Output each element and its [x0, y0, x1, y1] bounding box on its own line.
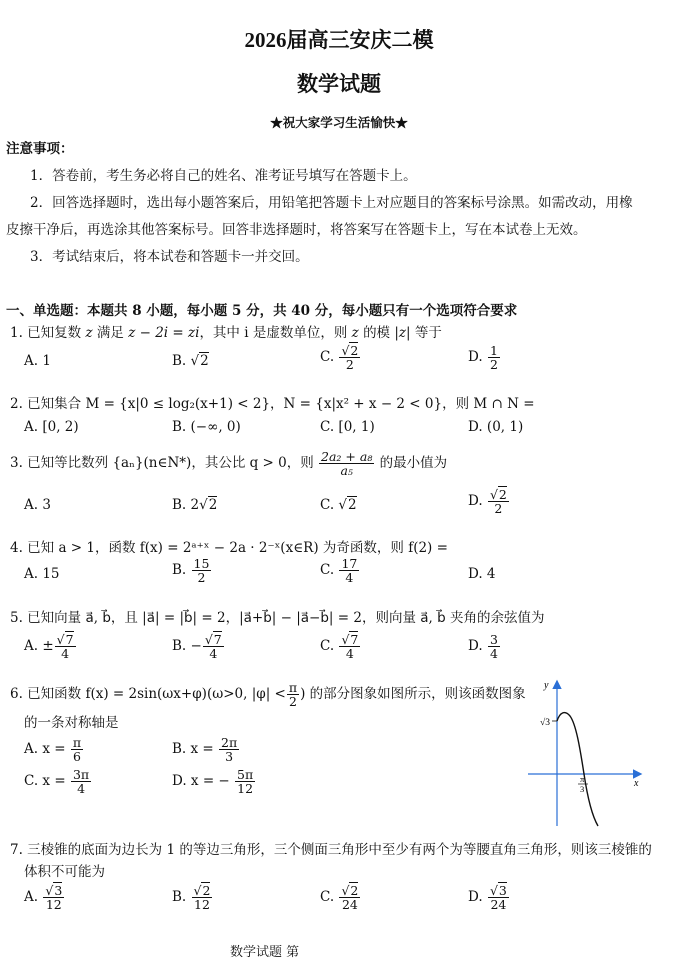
question-5-option-d[interactable]: D. $\frac{3}{4}$: [468, 632, 498, 662]
question-6-graph: [524, 676, 654, 828]
question-5-option-b[interactable]: B. − $\frac{√7}{4}$: [172, 632, 222, 662]
question-6-option-a[interactable]: A. x = $\frac{\pi}{6}$: [24, 735, 82, 765]
question-7-option-b[interactable]: B. $\frac{√2}{12}$: [172, 883, 211, 913]
question-2-option-a[interactable]: A. [0, 2): [24, 419, 79, 435]
notice-item-2-line-1: 2．回答选择题时，选出每小题答案后，用铅笔把答题卡上对应题目的答案标号涂黑。如需改动，用橡: [30, 195, 633, 211]
question-3-option-b[interactable]: B. 2√2: [172, 497, 218, 513]
question-2-option-d[interactable]: D. (0, 1): [468, 419, 524, 435]
question-3-stem: 3. 已知等比数列 {aₙ}(n∈N*)，其公比 q > 0，则 $\frac{\text{2a₂ + a₈}}{\text{a₅}}$ 的最小值为: [10, 449, 448, 479]
question-2-option-c[interactable]: C. [0, 1): [320, 419, 375, 435]
page-footer: 数学试题 第: [230, 945, 300, 960]
question-3-option-d[interactable]: D. $\frac{√2}{2}$: [468, 487, 507, 517]
question-6-stem: 6. 已知函数 f(x) = 2sin(ωx+φ)(ω>0, |φ| < $\frac{\pi}{2}$ ) 的部分图象如图所示，则该函数图象: [10, 680, 526, 710]
question-1-option-b[interactable]: B. √2: [172, 353, 209, 369]
notice-item-1: 1．答卷前，考生务必将自己的姓名、准考证号填写在答题卡上。: [30, 168, 417, 184]
question-5-option-a[interactable]: A. ± $\frac{√7}{4}$: [24, 632, 74, 662]
x-axis-label: x: [634, 778, 639, 789]
question-6-option-d[interactable]: D. x = − $\frac{5\pi}{12}$: [172, 767, 254, 797]
question-5-option-c[interactable]: C. $\frac{√7}{4}$: [320, 632, 359, 662]
question-1-option-c[interactable]: C. $\frac{√2}{2}$: [320, 343, 359, 373]
question-3-option-c[interactable]: C. √2: [320, 497, 357, 513]
notice-item-2-line-2: 皮擦干净后，再选涂其他答案标号。回答非选择题时，将答案写在答题卡上，写在本试卷上无效。: [6, 222, 587, 238]
notice-item-3: 3．考试结束后，将本试卷和答题卡一并交回。: [30, 249, 309, 265]
question-4-option-a[interactable]: A. 15: [24, 566, 60, 582]
question-3-option-a[interactable]: A. 3: [24, 497, 51, 513]
question-1-option-a[interactable]: A. 1: [24, 353, 51, 369]
question-1-option-d[interactable]: D. $\frac{1}{2}$: [468, 343, 498, 373]
question-4-option-c[interactable]: C. $\frac{17}{4}$: [320, 556, 358, 586]
question-5-stem: 5. 已知向量 a⃗, b⃗，且 |a⃗| = |b⃗| = 2，|a⃗+b⃗| − |a⃗−b⃗| = 2，则向量 a⃗, b⃗ 夹角的余弦值为: [10, 610, 545, 626]
question-4-stem: 4. 已知 a > 1，函数 f(x) = 2ᵃ⁺ˣ − 2a · 2⁻ˣ(x∈R) 为奇函数，则 f(2) =: [10, 540, 448, 556]
question-1-stem: 1. 已知复数 z 满足 z − 2i = zi，其中 i 是虚数单位，则 z 的模 |z| 等于: [10, 325, 442, 341]
x-tick-numerator: π: [580, 774, 585, 784]
question-6-stem-line-2: 的一条对称轴是: [24, 715, 119, 731]
question-7-option-d[interactable]: D. $\frac{√3}{24}$: [468, 883, 507, 913]
question-7-option-c[interactable]: C. $\frac{√2}{24}$: [320, 883, 359, 913]
sine-curve: [557, 713, 598, 826]
exam-title: 2026届高三安庆二模: [244, 28, 434, 52]
y-axis-label: y: [544, 680, 549, 691]
x-tick-denominator: 3: [580, 784, 585, 794]
y-tick-label: √3: [540, 718, 550, 728]
exam-subtitle: 数学试题: [297, 72, 381, 96]
question-7-option-a[interactable]: A. $\frac{√3}{12}$: [24, 883, 63, 913]
question-2-option-b[interactable]: B. (−∞, 0): [172, 419, 241, 435]
question-6-option-c[interactable]: C. x = $\frac{3\pi}{4}$: [24, 767, 90, 797]
question-7-stem-line-2: 体积不可能为: [24, 864, 105, 880]
motto: ★祝大家学习生活愉快★: [270, 115, 408, 130]
question-2-stem: 2. 已知集合 M = {x|0 ≤ log₂(x+1) < 2}，N = {x|x² + x − 2 < 0}，则 M ∩ N =: [10, 396, 535, 412]
question-7-stem: 7. 三棱锥的底面为边长为 1 的等边三角形，三个侧面三角形中至少有两个为等腰直角三角形，则该三棱锥的: [10, 842, 652, 858]
question-6-option-b[interactable]: B. x = $\frac{2\pi}{3}$: [172, 735, 238, 765]
section-heading: 一、单选题：本题共 8 小题，每小题 5 分，共 40 分，每小题只有一个选项符合要求: [6, 303, 518, 319]
question-4-option-d[interactable]: D. 4: [468, 566, 496, 582]
question-4-option-b[interactable]: B. $\frac{15}{2}$: [172, 556, 210, 586]
notice-heading: 注意事项：: [6, 141, 74, 157]
